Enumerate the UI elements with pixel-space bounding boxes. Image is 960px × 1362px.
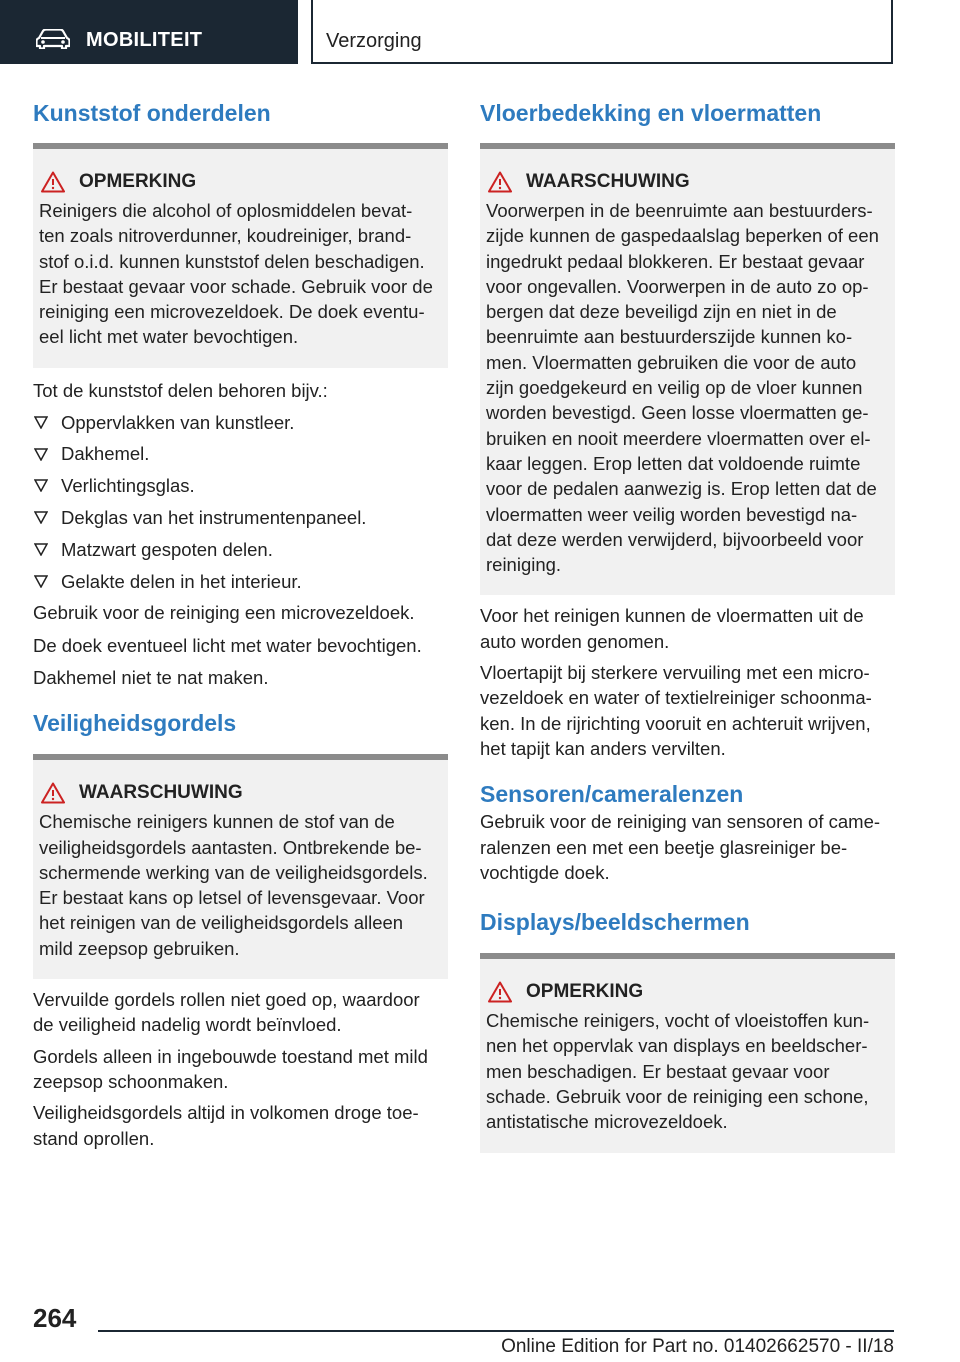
warning-line: zijn goedgekeurd en veilig op de vloer kunnen (486, 377, 863, 399)
notice-title: OPMERKING (526, 981, 644, 1003)
edition-text: Online Edition for Part no. 01402662570 - II/18 (501, 1336, 894, 1357)
list-item (33, 441, 448, 466)
notice-line: stof o.i.d. kunnen kunststof delen beschadigen. (39, 250, 425, 272)
chapter-tab (311, 0, 893, 64)
paragraph-line: vochtigde doek. (480, 861, 610, 883)
paragraph-line: Vervuilde gordels rollen niet goed op, waardoor (33, 989, 420, 1011)
paragraph: De doek eventueel licht met water bevochtigen. (33, 634, 422, 656)
warning-line: Voorwerpen in de beenruimte aan bestuurders‐ (486, 200, 873, 221)
triangle-bullet-icon (34, 448, 48, 461)
paragraph: Dakhemel niet te nat maken. (33, 666, 269, 688)
warning-line: dat deze werden verwijderd, bijvoorbeeld voor (486, 528, 864, 550)
notice-line: nen het oppervlak van displays en beeldscher‐ (486, 1035, 868, 1057)
warning-triangle-icon (41, 782, 65, 804)
list-item-text: Dakhemel. (61, 443, 150, 465)
warning-line: schermende werking van de veiligheidsgordels. (39, 861, 428, 883)
warning-text (486, 198, 887, 577)
paragraph (480, 603, 895, 654)
list-item-text: Oppervlakken van kunstleer. (61, 411, 295, 433)
paragraph-line: ken. In de rijrichting vooruit en achteruit wrijven, (480, 712, 871, 734)
paragraph-line: Gordels alleen in ingebouwde toestand met mild (33, 1045, 428, 1067)
warning-line: kaar leggen. Erop letten dat voldoende ruimte (486, 452, 861, 474)
notice-line: ten zoals nitroverdunner, koudreiniger, brand‐ (39, 225, 412, 247)
triangle-bullet-icon (34, 543, 48, 556)
heading-seatbelts: Veiligheidsgordels (33, 710, 237, 737)
warning-triangle-icon (488, 981, 512, 1003)
warning-line: veiligheidsgordels aantasten. Ontbrekende be‐ (39, 836, 422, 858)
heading-sensors: Sensoren/cameralenzen (480, 781, 744, 808)
notice-line: reiniging een microvezeldoek. De doek eventu‐ (39, 301, 425, 323)
paragraph-line: stand oprollen. (33, 1127, 155, 1149)
warning-line: vloermatten weer veilig worden bevestigd na‐ (486, 503, 858, 525)
notice-line: eel licht met water bevochtigen. (39, 326, 299, 348)
paragraph-line: Gebruik voor de reiniging van sensoren of came‐ (480, 811, 881, 833)
notice-text (39, 198, 440, 350)
paragraph: Gebruik voor de reiniging een microvezeldoek. (33, 602, 415, 624)
plastic-parts-list (33, 410, 448, 594)
notice-line: men beschadigen. Er bestaat gevaar voor (486, 1060, 830, 1082)
warning-line: mild zeepsop gebruiken. (39, 937, 240, 959)
paragraph-line: Vloertapijt bij sterkere vervuiling met een micro‐ (480, 662, 870, 684)
heading-floor-mats: Vloerbedekking en vloermatten (480, 100, 822, 126)
section-title: MOBILITEIT (86, 29, 203, 51)
notice-line: Er bestaat gevaar voor schade. Gebruik voor de (39, 275, 433, 297)
warning-line: Chemische reinigers kunnen de stof van de (39, 811, 395, 833)
notice-line: antistatische microvezeldoek. (486, 1111, 728, 1133)
warning-title: WAARSCHUWING (79, 782, 243, 804)
triangle-bullet-icon (34, 416, 48, 429)
notice-line: Reinigers die alcohol of oplosmiddelen bevat‐ (39, 200, 413, 221)
list-item (33, 505, 448, 530)
left-column (33, 98, 448, 1151)
list-item (33, 473, 448, 498)
paragraph-line: zeepsop schoonmaken. (33, 1070, 229, 1092)
warning-line: voor de pedalen aanwezig is. Erop letten dat de (486, 478, 877, 500)
warning-line: zijde kunnen de gaspedaalslag beperken of een (486, 225, 879, 247)
intro-text: Tot de kunststof delen behoren bijv.: (33, 379, 328, 401)
section-tab (0, 0, 298, 64)
notice-box (33, 143, 448, 368)
paragraph-line: ralenzen een met een beetje glasreiniger be‐ (480, 836, 848, 858)
paragraph (480, 660, 895, 761)
warning-triangle-icon (488, 171, 512, 193)
warning-line: Er bestaat kans op letsel of levensgevaar. Voor (39, 887, 425, 909)
paragraph-line: de veiligheid nadelig wordt beïnvloed. (33, 1014, 342, 1036)
footer-divider (98, 1330, 894, 1332)
list-item-text: Matzwart gespoten delen. (61, 538, 273, 560)
heading-plastic-parts: Kunststof onderdelen (33, 100, 271, 126)
warning-line: het reinigen van de veiligheidsgordels alleen (39, 912, 404, 934)
notice-box (480, 953, 895, 1152)
warning-box (33, 754, 448, 979)
car-icon (36, 29, 70, 49)
list-item-text: Verlichtingsglas. (61, 475, 195, 497)
warning-line: bruiken en nooit meerdere vloermatten over el‐ (486, 427, 871, 449)
triangle-bullet-icon (34, 575, 48, 588)
warning-line: beenruimte aan bestuurderszijde kunnen ko‐ (486, 326, 853, 348)
notice-text (486, 1008, 887, 1134)
warning-title: WAARSCHUWING (526, 171, 690, 192)
page-number: 264 (33, 1303, 77, 1333)
triangle-bullet-icon (34, 511, 48, 524)
list-item (33, 537, 448, 562)
notice-line: schade. Gebruik voor de reiniging een schone, (486, 1086, 869, 1108)
paragraph-line: het tapijt kan anders vervilten. (480, 737, 726, 759)
warning-line: reiniging. (486, 554, 562, 576)
paragraph-line: vezeldoek en water of textielreiniger schoonma‐ (480, 687, 872, 709)
warning-text (39, 809, 440, 961)
warning-line: bergen dat deze beveiligd zijn en niet in de (486, 301, 837, 323)
paragraph-line: Veiligheidsgordels altijd in volkomen droge toe‐ (33, 1102, 419, 1124)
warning-line: ingedrukt pedaal blokkeren. Er bestaat gevaar (486, 250, 865, 272)
heading-displays: Displays/beeldschermen (480, 909, 750, 936)
chapter-title: Verzorging (326, 30, 422, 52)
warning-line: men. Vloermatten gebruiken die voor de auto (486, 351, 857, 373)
list-item-text: Dekglas van het instrumentenpaneel. (61, 506, 367, 528)
triangle-bullet-icon (34, 479, 48, 492)
paragraph (480, 809, 895, 885)
list-item-text: Gelakte delen in het interieur. (61, 570, 302, 592)
warning-triangle-icon (41, 171, 65, 193)
warning-line: worden bevestigd. Geen losse vloermatten ge‐ (486, 402, 869, 424)
list-item (33, 410, 448, 435)
paragraph (33, 1044, 448, 1095)
warning-box (480, 143, 895, 595)
notice-line: Chemische reinigers, vocht of vloeistoffen kun‐ (486, 1010, 870, 1032)
paragraph (33, 987, 448, 1038)
paragraph-line: Voor het reinigen kunnen de vloermatten uit de (480, 605, 864, 627)
warning-line: voor ongevallen. Voorwerpen in de auto zo op‐ (486, 275, 869, 297)
paragraph (33, 1100, 448, 1151)
list-item (33, 569, 448, 594)
notice-title: OPMERKING (79, 171, 197, 192)
right-column (480, 98, 895, 1153)
paragraph-line: auto worden genomen. (480, 630, 670, 652)
